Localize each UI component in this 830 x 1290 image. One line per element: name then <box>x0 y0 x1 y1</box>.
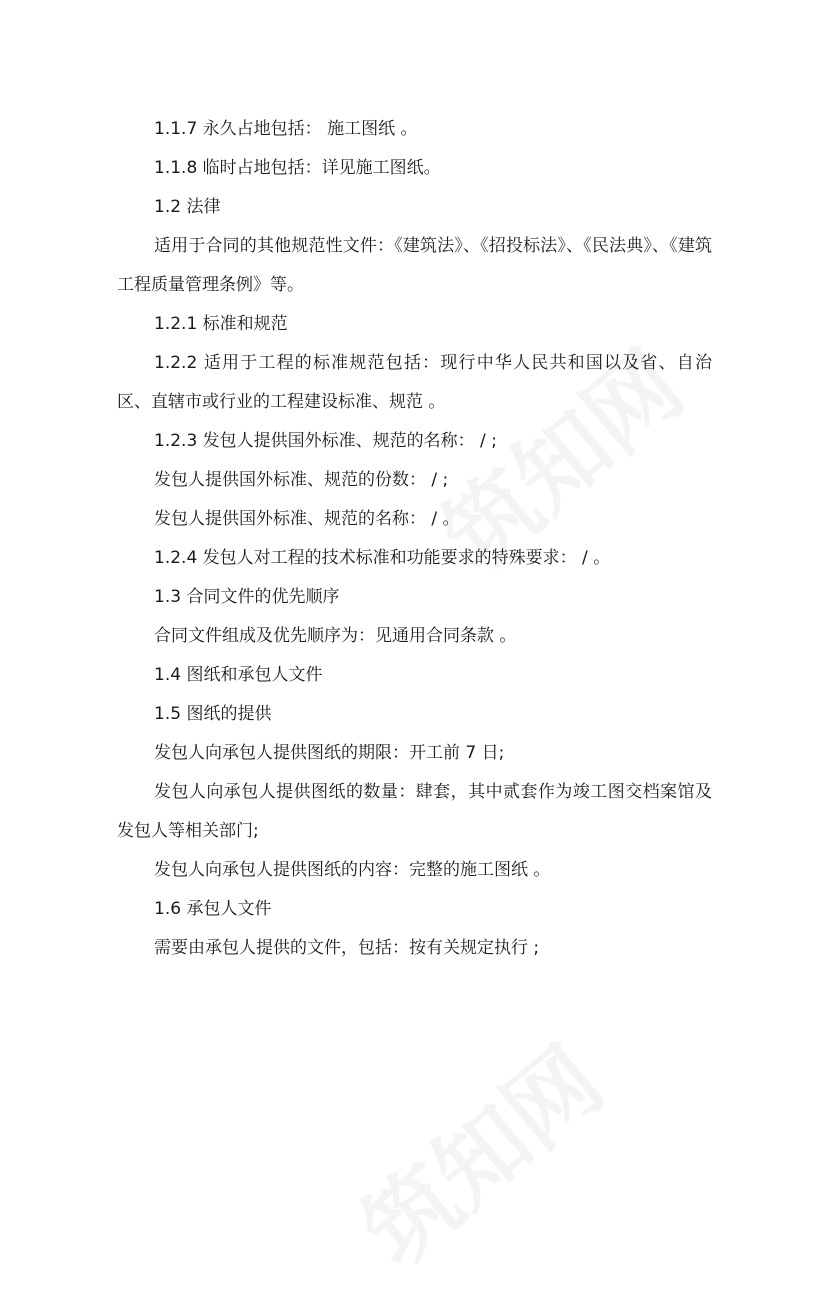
paragraph: 适用于合同的其他规范性文件：《建筑法》、《招投标法》、《民法典》、《建筑工程质量管理条例》等。 <box>117 236 712 295</box>
section-heading: 1.4 图纸和承包人文件 <box>154 665 323 685</box>
section-heading: 1.5 图纸的提供 <box>154 704 272 724</box>
paragraph: 合同文件组成及优先顺序为：见通用合同条款 。 <box>154 626 517 646</box>
section-heading: 1.2.1 标准和规范 <box>154 314 288 334</box>
section-heading: 1.2 法律 <box>154 197 221 217</box>
section-heading: 1.3 合同文件的优先顺序 <box>154 587 340 607</box>
section-heading: 1.6 承包人文件 <box>154 899 272 919</box>
paragraph: 需要由承包人提供的文件，包括：按有关规定执行 ; <box>154 938 540 958</box>
paragraph: 1.2.2 适用于工程的标准规范包括：现行中华人民共和国以及省、自治区、直辖市或行业的工程建设标准、规范 。 <box>117 353 712 412</box>
paragraph: 1.2.3 发包人提供国外标准、规范的名称： / ; <box>154 431 497 451</box>
paragraph: 1.2.4 发包人对工程的技术标准和功能要求的特殊要求： / 。 <box>154 548 611 568</box>
paragraph: 发包人提供国外标准、规范的份数： / ; <box>154 470 449 490</box>
paragraph: 发包人提供国外标准、规范的名称： / 。 <box>154 509 460 529</box>
paragraph: 发包人向承包人提供图纸的期限：开工前 7 日; <box>154 743 505 763</box>
paragraph: 1.1.7 永久占地包括： 施工图纸 。 <box>154 119 418 139</box>
document-body <box>117 110 712 968</box>
paragraph: 发包人向承包人提供图纸的数量：肆套，其中贰套作为竣工图交档案馆及发包人等相关部门; <box>117 782 712 841</box>
watermark <box>330 1012 626 1290</box>
paragraph: 1.1.8 临时占地包括：详见施工图纸。 <box>154 158 441 178</box>
paragraph: 发包人向承包人提供图纸的内容：完整的施工图纸 。 <box>154 860 551 880</box>
